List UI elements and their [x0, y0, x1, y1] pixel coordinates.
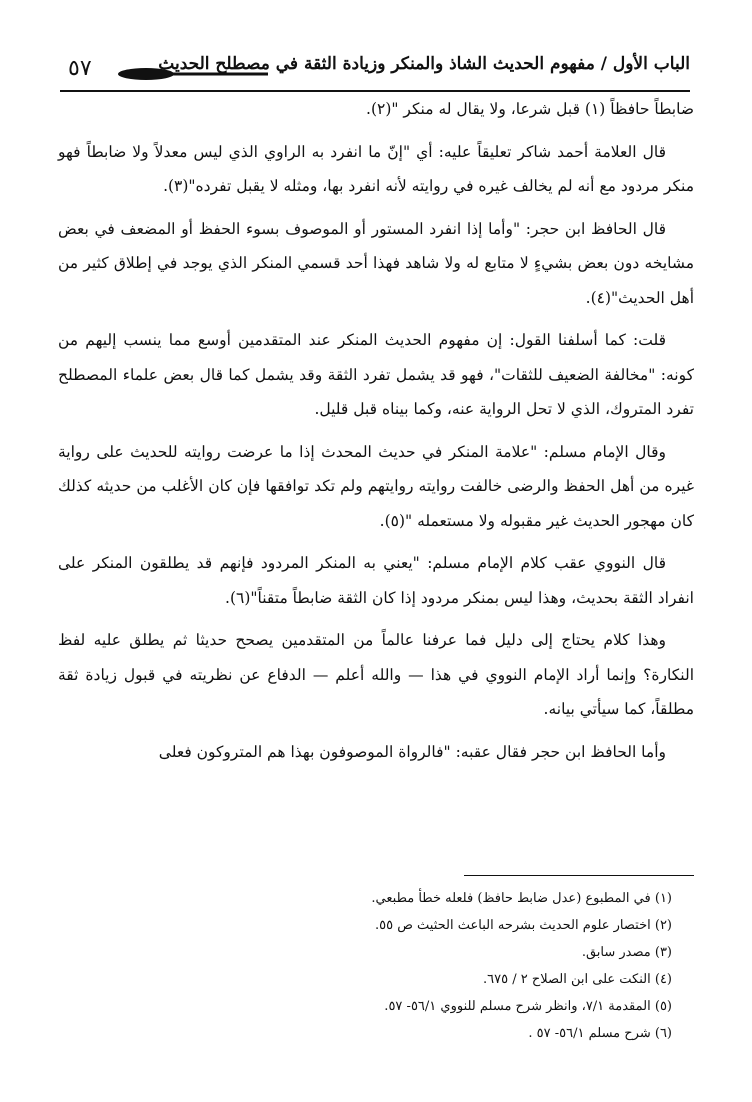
footnote: (١) في المطبوع (عدل ضابط حافظ) فلعله خطأ مطبعي.	[371, 891, 672, 906]
footnote: (٢) اختصار علوم الحديث بشرحه الباعث الحثيث ص ٥٥.	[374, 918, 672, 933]
paragraph: وهذا كلام يحتاج إلى دليل فما عرفنا عالماً من المتقدمين يصحح حديثا ثم يطلق عليه لفظ النكارة؟ وإنما أراد الإمام النووي في هذا — والله أعلم — الدفاع عن نظريته في قبول زيادة ثقة مطلقاً، كما سيأتي بيانه.	[58, 631, 694, 718]
footnote: (٥) المقدمة ٧/١، وانظر شرح مسلم للنووي ٥٦/١- ٥٧.	[384, 999, 672, 1014]
footnote: (٤) النكت على ابن الصلاح ٢ / ٦٧٥.	[483, 972, 672, 987]
page-number: ٥٧	[68, 56, 92, 81]
paragraph: وقال الإمام مسلم: "علامة المنكر في حديث المحدث إذا ما عرضت روايته للحديث على رواية غيره من أهل الحفظ والرضى خالفت روايته روايتهم ولم تكد توافقها فإن كان الأغلب من حديثه كذلك كان مهجور الحديث غير مقبوله ولا مستعمله "(٥).	[58, 442, 694, 530]
page-header	[60, 50, 690, 92]
chapter-title: الباب الأول / مفهوم الحديث الشاذ والمنكر وزيادة الثقة في مصطلح الحديث	[158, 54, 690, 74]
paragraph: قال الحافظ ابن حجر: "وأما إذا انفرد المستور أو الموصوف بسوء الحفظ أو المضعف في بعض مشايخه دون بعض بشيءٍ لا متابع له ولا شاهد فهذا أحد قسمي المنكر الذي يوجد في إطلاق كثير من أهل الحديث"(٤).	[58, 219, 694, 307]
body-text	[58, 92, 694, 777]
paragraph: ضابطاً حافظاً (١) قبل شرعا، ولا يقال له منكر "(٢).	[366, 100, 694, 118]
paragraph: وأما الحافظ ابن حجر فقال عقبه: "فالرواة الموصوفون بهذا هم المتروكون فعلى	[158, 742, 666, 761]
paragraph: قال العلامة أحمد شاكر تعليقاً عليه: أي "إنّ ما انفرد به الراوي الذي ليس معدلاً ولا ضابطاً فهو منكر مردود مع أنه لم يخالف غيره في روايته لأنه انفرد بها، ومثله لا يقبل تفرده"(٣).	[58, 142, 694, 195]
footnote: (٦) شرح مسلم ٥٦/١- ٥٧ .	[528, 1026, 672, 1041]
paragraph: قلت: كما أسلفنا القول: إن مفهوم الحديث المنكر عند المتقدمين أوسع مما ينسب إليهم من كونه: "مخالفة الضعيف للثقات"، فهو قد يشمل تفرد الثقة وقد يشمل كما قال بعض علماء المصطلح تفرد المتروك، الذي لا تحل الرواية عنه، وكما بيناه قبل قليل.	[58, 331, 694, 418]
footnotes	[58, 885, 694, 1047]
footnote: (٣) مصدر سابق.	[581, 945, 672, 960]
paragraph: قال النووي عقب كلام الإمام مسلم: "يعني به المنكر المردود فإنهم قد يطلقون المنكر على انفراد الثقة بحديث، وهذا ليس بمنكر مردود إذا كان الثقة ضابطاً متقناً"(٦).	[58, 554, 694, 607]
footnote-separator	[464, 875, 694, 876]
